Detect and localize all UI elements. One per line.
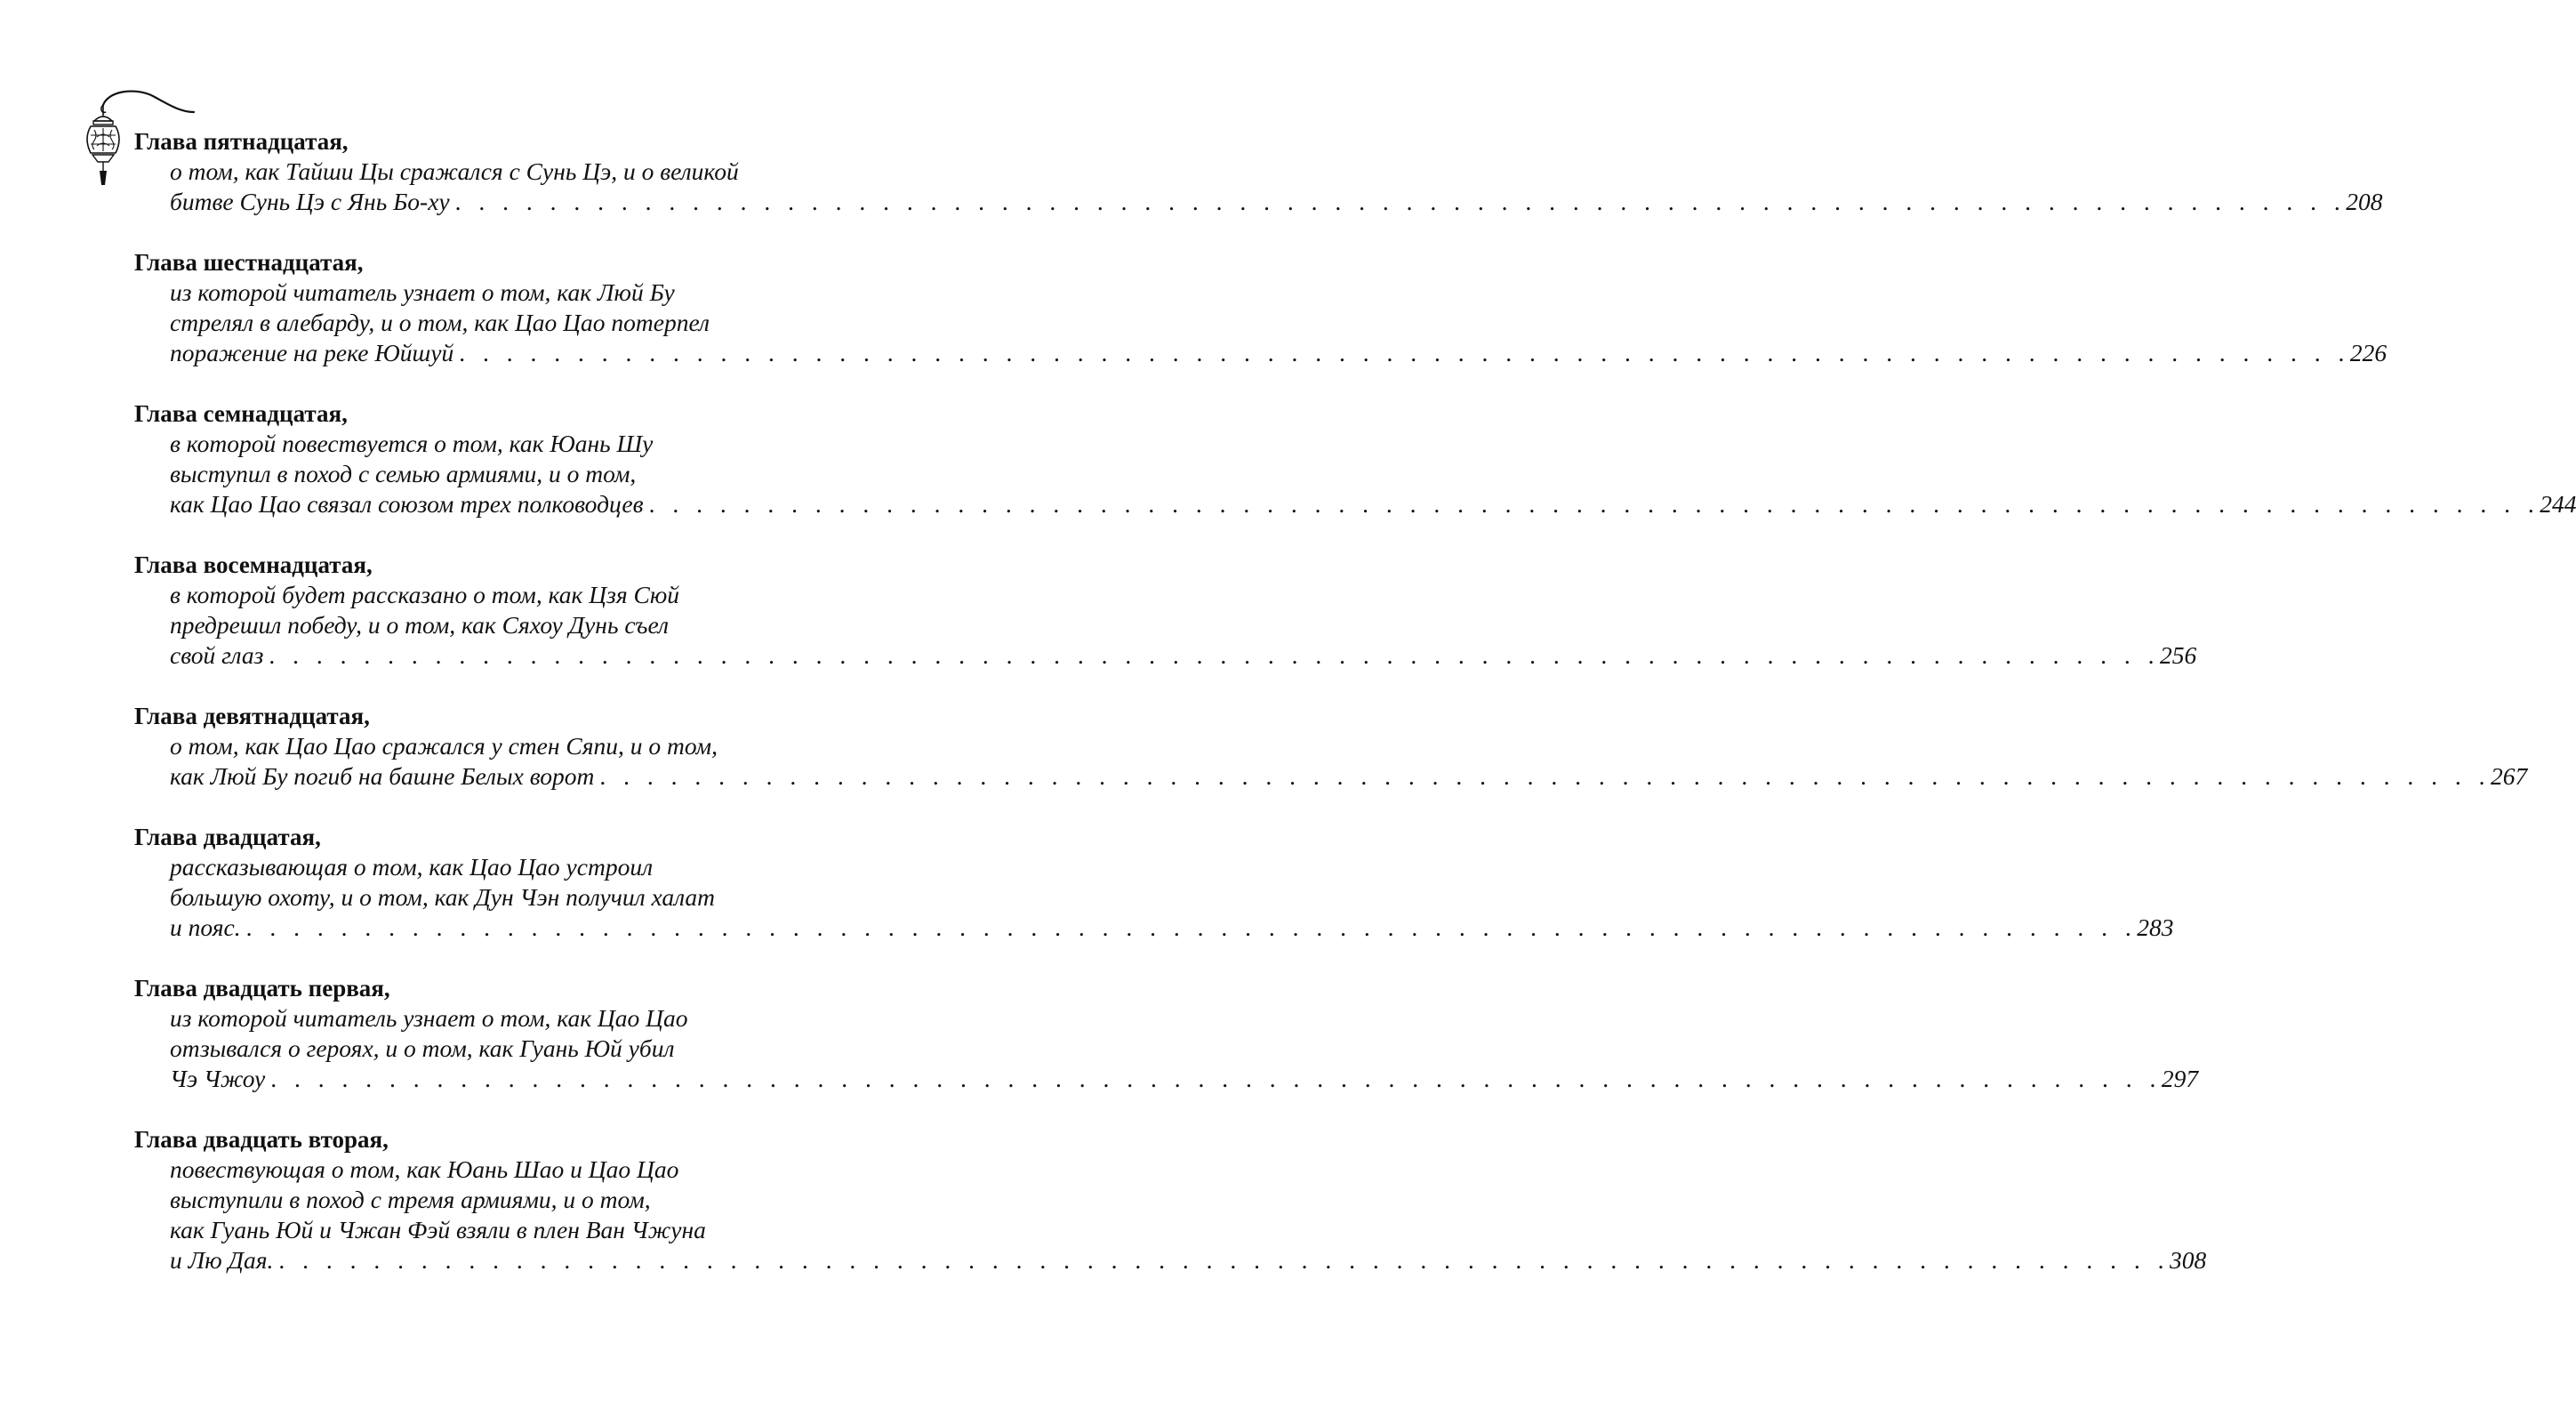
description-line: рассказывающая о том, как Цао Цао устроил (170, 853, 654, 881)
chapter-description (134, 157, 2383, 217)
description-line: в которой повествуется о том, как Юань Шу (170, 430, 654, 457)
page-number: 208 (2346, 188, 2383, 215)
description-line: выступили в поход с тремя армиями, и о том, (170, 1186, 651, 1213)
description-line: и Лю Дая. (170, 1246, 274, 1274)
toc-entry (134, 1124, 2207, 1275)
description-line: выступил в поход с семью армиями, и о том, (170, 460, 637, 487)
description-line: битве Сунь Цэ с Янь Бо-ху (170, 188, 450, 215)
page-number: 267 (2491, 762, 2528, 790)
dot-leader: . . . . . . . . . . . . . . . . . . . . . . . . . . . . . . . . . . . . . . . . . . . . . . . . . . . . . . . . . . . . . . . . . . . . . . . . . . . . . . . . (245, 913, 2138, 941)
description-line: как Гуань Юй и Чжан Фэй взяли в плен Ван Чжуна (170, 1216, 706, 1243)
dot-leader: . . . . . . . . . . . . . . . . . . . . . . . . . . . . . . . . . . . . . . . . . . . . . . . . . . . . . . . . . . . . . . . . . . . . . . . . . . . . . . . . (459, 339, 2350, 366)
dot-leader: . . . . . . . . . . . . . . . . . . . . . . . . . . . . . . . . . . . . . . . . . . . . . . . . . . . . . . . . . . . . . . . . . . . . . . . . . . . . . . . . (269, 641, 2160, 669)
chapter-title: Глава семнадцатая, (134, 400, 348, 427)
description-line: поражение на реке Юйшуй (170, 339, 454, 366)
description-line: отзывался о героях, и о том, как Гуань Юй убил (170, 1034, 675, 1062)
chapter-description (134, 429, 2576, 519)
chapter-title: Глава двадцать вторая, (134, 1126, 389, 1153)
toc-entry (134, 247, 2387, 368)
dot-leader: . . . . . . . . . . . . . . . . . . . . . . . . . . . . . . . . . . . . . . . . . . . . . . . . . . . . . . . . . . . . . . . . . . . . . . . . . . . . . . . . (454, 188, 2347, 215)
page-number: 256 (2159, 641, 2197, 669)
description-last-line (170, 640, 2197, 671)
dot-leader: . . . . . . . . . . . . . . . . . . . . . . . . . . . . . . . . . . . . . . . . . . . . . . . . . . . . . . . . . . . . . . . . . . . . . . . . . . . . . . . . (599, 762, 2492, 790)
chapter-description (134, 1003, 2199, 1094)
description-line: Чэ Чжоу (170, 1065, 266, 1092)
description-last-line (170, 489, 2576, 519)
chapter-description (134, 852, 2174, 943)
chapter-title: Глава двадцать первая, (134, 975, 390, 1002)
dot-leader: . . . . . . . . . . . . . . . . . . . . . . . . . . . . . . . . . . . . . . . . . . . . . . . . . . . . . . . . . . . . . . . . . . . . . . . . . . . . . . . . (270, 1065, 2162, 1092)
toc-entry (134, 822, 2174, 943)
dot-leader: . . . . . . . . . . . . . . . . . . . . . . . . . . . . . . . . . . . . . . . . . . . . . . . . . . . . . . . . . . . . . . . . . . . . . . . . . . . . . . . . (648, 490, 2540, 518)
page-number: 297 (2161, 1065, 2199, 1092)
description-line: свой глаз (170, 641, 264, 669)
description-line: стрелял в алебарду, и о том, как Цао Цао потерпел (170, 309, 710, 336)
toc-entry (134, 973, 2199, 1094)
description-line: из которой читатель узнает о том, как Люй Бу (170, 278, 675, 306)
description-line: из которой читатель узнает о том, как Цао Цао (170, 1004, 688, 1032)
description-line: о том, как Цао Цао сражался у стен Сяпи, и о том, (170, 732, 718, 760)
chapter-description (134, 278, 2387, 368)
chapter-description (134, 1155, 2207, 1275)
description-line: как Люй Бу погиб на башне Белых ворот (170, 762, 595, 790)
description-line: повествующая о том, как Юань Шао и Цао Цао (170, 1155, 679, 1183)
description-last-line (170, 761, 2528, 792)
description-line: и пояс. (170, 913, 241, 941)
toc-entry (134, 398, 2576, 519)
chapter-title: Глава восемнадцатая, (134, 551, 373, 578)
description-last-line (170, 913, 2174, 943)
description-last-line (170, 1245, 2207, 1275)
description-line: о том, как Тайши Цы сражался с Сунь Цэ, и о великой (170, 157, 739, 185)
toc-entry (134, 701, 2528, 792)
page-number: 308 (2170, 1246, 2207, 1274)
page-number: 244 (2540, 490, 2576, 518)
description-line: предрешил победу, и о том, как Сяхоу Дунь съел (170, 611, 669, 639)
chapter-title: Глава пятнадцатая, (134, 128, 349, 155)
dot-leader: . . . . . . . . . . . . . . . . . . . . . . . . . . . . . . . . . . . . . . . . . . . . . . . . . . . . . . . . . . . . . . . . . . . . . . . . . . . . . . . . (278, 1246, 2171, 1274)
chapter-description (134, 731, 2528, 792)
toc-entry (134, 126, 2383, 217)
chapter-title: Глава двадцатая, (134, 824, 321, 850)
chapter-description (134, 580, 2197, 671)
description-last-line (170, 1064, 2199, 1094)
page-number: 283 (2137, 913, 2174, 941)
description-line: в которой будет рассказано о том, как Цзя Сюй (170, 581, 680, 608)
description-line: как Цао Цао связал союзом трех полководцев (170, 490, 644, 518)
description-line: большую охоту, и о том, как Дун Чэн получил халат (170, 883, 716, 911)
table-of-contents (134, 126, 2576, 1275)
description-last-line (170, 187, 2383, 217)
toc-entry (134, 550, 2197, 671)
chapter-title: Глава шестнадцатая, (134, 249, 364, 276)
chapter-title: Глава девятнадцатая, (134, 703, 370, 729)
description-last-line (170, 338, 2387, 368)
page-number: 226 (2349, 339, 2387, 366)
